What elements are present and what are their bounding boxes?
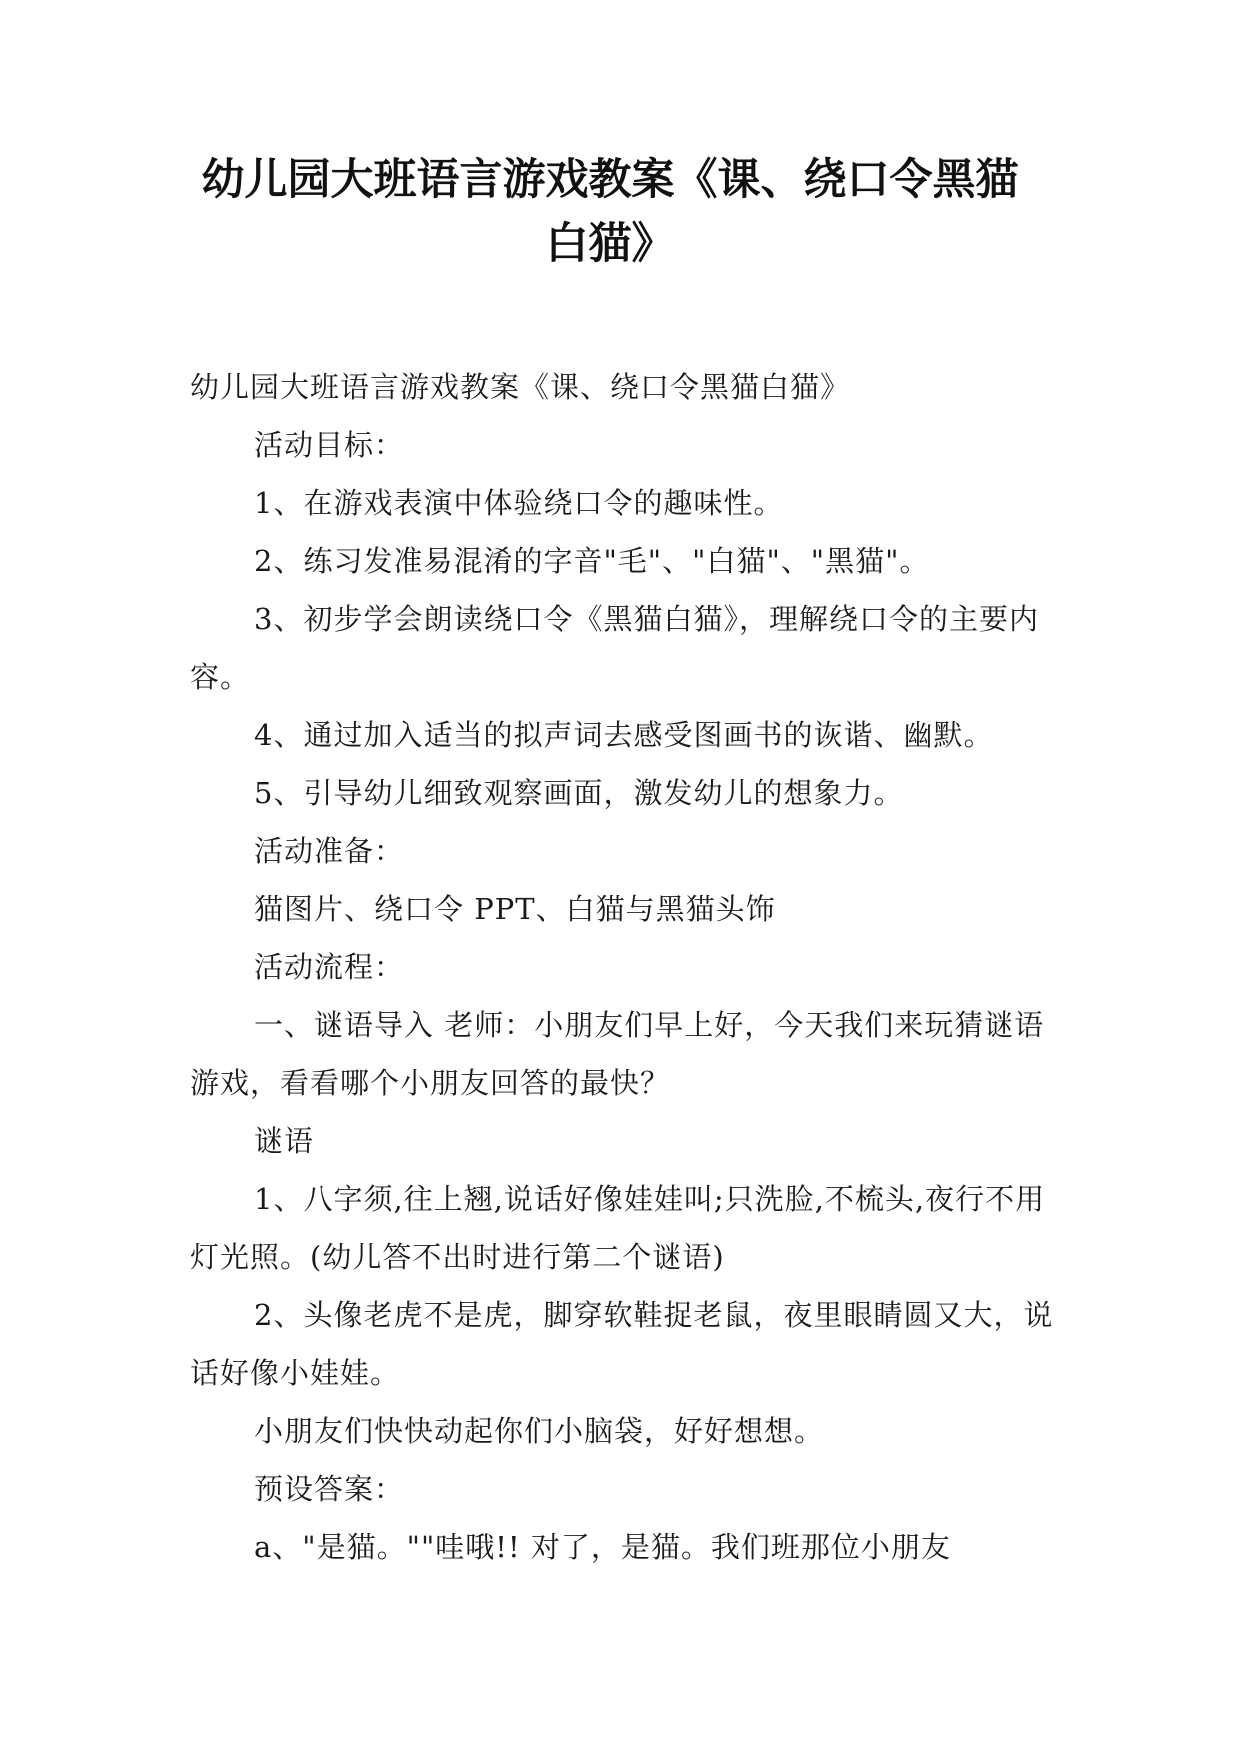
title-line-2: 白猫》 [545,219,675,269]
goal-item-2: 2、练习发准易混淆的字音"毛"、"白猫"、"黑猫"。 [254,544,930,578]
prompt-text: 小朋友们快快动起你们小脑袋，好好想想。 [254,1414,825,1448]
goal-item-1: 1、在游戏表演中体验绕口令的趣味性。 [254,486,784,520]
section-label-goals: 活动目标： [254,428,405,462]
goal-item-4: 4、通过加入适当的拟声词去感受图画书的诙谐、幽默。 [254,718,994,752]
paragraph-heading: 幼儿园大班语言游戏教案《课、绕口令黑猫白猫》 [190,370,851,404]
riddle-2: 2、头像老虎不是虎，脚穿软鞋捉老鼠，夜里眼睛圆又大，说话好像小娃娃。 [190,1298,1054,1390]
section-label-answers: 预设答案： [254,1472,405,1506]
goal-item-3: 3、初步学会朗读绕口令《黑猫白猫》，理解绕口令的主要内容。 [190,602,1039,694]
section-label-preparation: 活动准备： [254,834,405,868]
goal-item-5: 5、引导幼儿细致观察画面，激发幼儿的想象力。 [254,776,904,810]
title-line-1: 幼儿园大班语言游戏教案《课、绕口令黑猫 [201,155,1019,205]
document-body [190,358,1070,1576]
process-step-1: 一、谜语导入 老师：小朋友们早上好，今天我们来玩猜谜语游戏，看看哪个小朋友回答的最快？ [190,1008,1045,1100]
riddle-label: 谜语 [254,1124,315,1158]
document-title [160,148,1060,276]
riddle-1: 1、八字须,往上翘,说话好像娃娃叫;只洗脸,不梳头,夜行不用灯光照。(幼儿答不出时进行第二个谜语) [190,1182,1046,1274]
answer-a: a、"是猫。""哇哦!! 对了，是猫。我们班那位小朋友 [254,1530,951,1564]
preparation-text: 猫图片、绕口令 PPT、白猫与黑猫头饰 [254,892,776,926]
section-label-process: 活动流程： [254,950,405,984]
